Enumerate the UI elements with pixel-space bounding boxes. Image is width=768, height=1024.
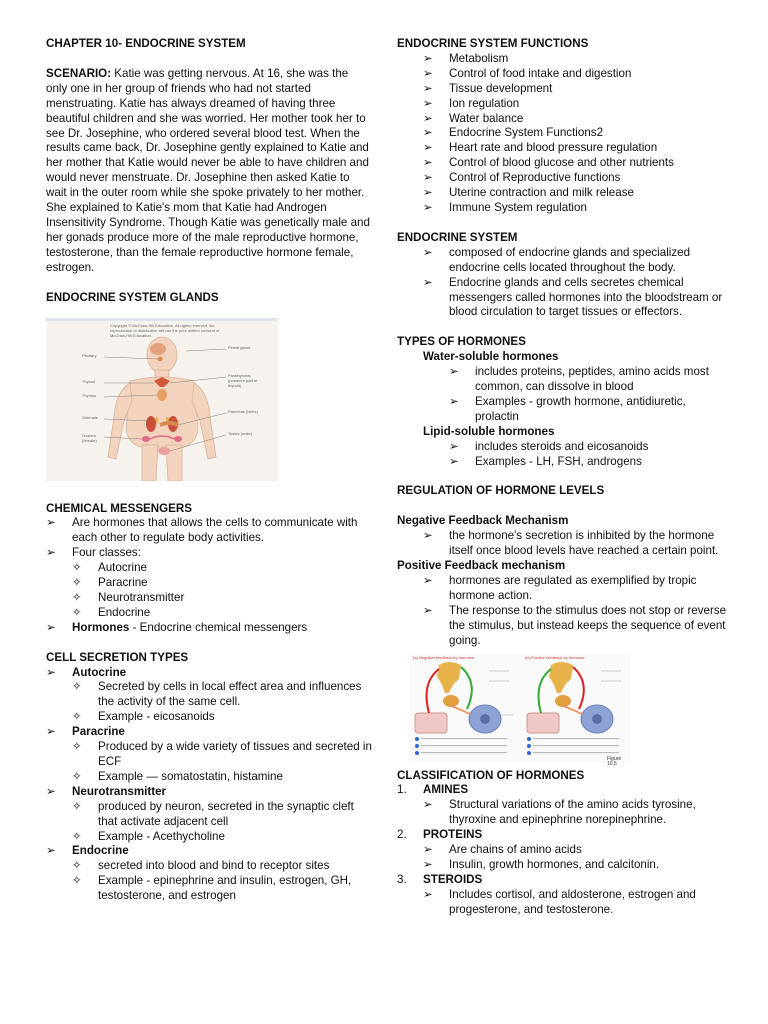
classification-item: 3. STEROIDS ➢ Includes cortisol, and aldosterone, estrogen and progesterone, and testosterone. bbox=[397, 873, 727, 918]
arrow-bullet-icon: ➢ bbox=[423, 574, 433, 587]
arrow-bullet-icon: ➢ bbox=[423, 111, 433, 125]
chemical-messengers-list bbox=[46, 516, 372, 635]
lipid-soluble-heading: Lipid-soluble hormones bbox=[423, 424, 555, 438]
secretion-details bbox=[46, 859, 372, 904]
chemical-messengers-heading: CHEMICAL MESSENGERS bbox=[46, 501, 193, 515]
positive-feedback-heading: Positive Feedback mechanism bbox=[397, 559, 566, 573]
figure-copyright: Copyright © McGraw-Hill Education. All rights reserved. No reproduction or distribution without the prior written consent of McGraw-Hill Education. bbox=[110, 322, 220, 338]
arrow-bullet-icon: ➢ bbox=[423, 186, 433, 200]
list-item: ➢ the hormone's secretion is inhibited by the hormone itself once blood levels have reached a certain point. bbox=[423, 529, 719, 558]
list-item: ✧ Produced by a wide variety of tissues and secreted in ECF bbox=[72, 740, 372, 768]
feedback-diagram bbox=[409, 653, 631, 763]
arrow-bullet-icon: ➢ bbox=[423, 156, 433, 170]
arrow-bullet-icon: ➢ bbox=[423, 81, 433, 95]
classes-list bbox=[46, 561, 372, 621]
label-ovaries: Ovaries (female) bbox=[82, 432, 97, 443]
list-item: ➢ Ion regulation bbox=[423, 96, 520, 110]
pituitary-gland bbox=[158, 356, 163, 361]
arrow-bullet-icon: ➢ bbox=[423, 96, 433, 110]
arrow-bullet-icon: ➢ bbox=[423, 857, 433, 871]
list-item: ➢ Are chains of amino acids bbox=[423, 843, 582, 857]
diamond-bullet-icon: ✧ bbox=[72, 576, 82, 590]
arrow-bullet-icon: ➢ bbox=[423, 603, 433, 617]
pancreas bbox=[160, 423, 178, 425]
label-pituitary: Pituitary bbox=[82, 352, 97, 358]
left-column bbox=[46, 37, 372, 904]
arrow-bullet-icon: ➢ bbox=[46, 546, 56, 560]
arrow-bullet-icon: ➢ bbox=[46, 516, 56, 530]
list-item: ✧ Paracrine bbox=[72, 576, 148, 590]
arrow-bullet-icon: ➢ bbox=[423, 843, 433, 857]
scenario-label: SCENARIO: bbox=[46, 66, 112, 80]
positive-feedback-panel bbox=[527, 662, 621, 755]
arrow-bullet-icon: ➢ bbox=[423, 245, 433, 259]
diamond-bullet-icon: ✧ bbox=[72, 769, 82, 783]
list-item: ✧ produced by neuron, secreted in the synaptic cleft that activate adjacent cell bbox=[72, 799, 354, 828]
list-item: ➢ Examples - growth hormone, antidiuretic, prolactin bbox=[449, 394, 686, 423]
list-item: ➢ hormones are regulated as exemplified by tropic hormone action. bbox=[423, 574, 697, 602]
list-item: ➢ Four classes: ✧ Autocrine ✧ Paracrine ✧ Neurotransmitter ✧ Endocrine bbox=[46, 546, 372, 621]
diamond-bullet-icon: ✧ bbox=[72, 590, 82, 604]
diamond-bullet-icon: ✧ bbox=[72, 799, 82, 813]
arrow-bullet-icon: ➢ bbox=[46, 725, 56, 739]
cell-secretion-heading: CELL SECRETION TYPES bbox=[46, 650, 189, 664]
arrow-bullet-icon: ➢ bbox=[449, 439, 459, 453]
list-item: ➢ Endocrine System Functions2 bbox=[423, 126, 604, 140]
list-item: ➢ The response to the stimulus does not stop or reverse the stimulus, but instead keeps the sequence of event going. bbox=[423, 603, 727, 647]
list-item: ➢ composed of endocrine glands and specialized endocrine cells located throughout the body. bbox=[423, 245, 691, 274]
list-item: ➢ Control of food intake and digestion bbox=[423, 66, 632, 80]
arrow-bullet-icon: ➢ bbox=[423, 887, 433, 901]
secretion-type: ➢ Autocrine ✧ Secreted by cells in local effect area and influences the activity of the same cell. ✧ Example - eicosanoids bbox=[46, 666, 372, 726]
list-item: ➢ Water balance bbox=[423, 111, 524, 125]
list-item: ➢ includes steroids and eicosanoids bbox=[449, 439, 649, 453]
regulation-heading: REGULATION OF HORMONE LEVELS bbox=[397, 484, 605, 498]
list-item: ✧ Secreted by cells in local effect area and influences the activity of the same cell. bbox=[72, 680, 362, 709]
negative-feedback-list bbox=[397, 529, 727, 559]
list-item: ➢ Uterine contraction and milk release bbox=[423, 186, 634, 200]
types-of-hormones-heading: TYPES OF HORMONES bbox=[397, 335, 526, 349]
arrow-bullet-icon: ➢ bbox=[423, 171, 433, 185]
classification-item: 1. AMINES ➢ Structural variations of the amino acids tyrosine, thyroxine and epinephrine norepinephrine. bbox=[397, 783, 727, 828]
secretion-type: ➢ Paracrine ✧ Produced by a wide variety of tissues and secreted in ECF ✧ Example — somatostatin, histamine bbox=[46, 725, 372, 783]
water-soluble-heading: Water-soluble hormones bbox=[423, 350, 559, 364]
list-item: ✧ Example — somatostatin, histamine bbox=[72, 769, 283, 783]
thymus-gland bbox=[157, 389, 167, 401]
classification-item: 2. PROTEINS ➢ Are chains of amino acids ➢ Insulin, growth hormones, and calcitonin. bbox=[397, 828, 727, 873]
arrow-bullet-icon: ➢ bbox=[46, 844, 56, 858]
lipid-soluble-list bbox=[397, 440, 727, 470]
label-pineal: Pineal gland bbox=[228, 344, 251, 350]
label-adrenals: Adrenals bbox=[82, 414, 98, 420]
list-item: ✧ Autocrine bbox=[72, 561, 147, 575]
diamond-bullet-icon: ✧ bbox=[72, 710, 82, 724]
scenario-text: Katie was getting nervous. At 16, she was the only one in her group of friends who had not started menstruating. Katie has always dreamed of having three beautiful children and she was worried. Her mother took her to see Dr. Josephine, who ordered several blood test. When the results came back, Dr. Josephine gently explained to Katie and her mother that Katie would never be able to have children and would never menstruate. Dr. Josephine then asked Katie to wait in the outer room while she spoke privately to her mother. bbox=[46, 66, 369, 200]
classification-details bbox=[423, 888, 727, 918]
endocrine-glands-figure bbox=[46, 318, 278, 481]
scenario-paragraph-2: She explained to Katie's mom that Katie had Androgen Insensitivity Syndrome. Though Katie was genetically male and her gonads produce more of the male reproductive hormone, testosterone, than the female reproductive hormone female, estrogen. bbox=[46, 201, 370, 274]
right-column bbox=[397, 37, 727, 918]
arrow-bullet-icon: ➢ bbox=[449, 454, 459, 468]
secretion-details bbox=[46, 680, 372, 725]
list-item: ✧ Neurotransmitter bbox=[72, 590, 185, 604]
label-pancreas: Pancreas (islets) bbox=[228, 408, 258, 414]
feedback-figure bbox=[409, 653, 631, 767]
diamond-bullet-icon: ✧ bbox=[72, 740, 82, 754]
diamond-bullet-icon: ✧ bbox=[72, 605, 82, 619]
arrow-bullet-icon: ➢ bbox=[46, 665, 56, 679]
secretion-types-list bbox=[46, 666, 372, 905]
classification-list bbox=[397, 783, 727, 917]
label-parathyroids: Parathyroids (posterior part of thyroid) bbox=[228, 372, 258, 388]
list-item: ➢ Hormones - Endocrine chemical messengers bbox=[46, 620, 308, 634]
arrow-bullet-icon: ➢ bbox=[423, 141, 433, 155]
list-item: ➢ Tissue development bbox=[423, 81, 553, 95]
diamond-bullet-icon: ✧ bbox=[72, 561, 82, 575]
list-item: ➢ Are hormones that allows the cells to communicate with each other to regulate body activities. bbox=[46, 516, 358, 545]
arrow-bullet-icon: ➢ bbox=[423, 66, 433, 80]
diamond-bullet-icon: ✧ bbox=[72, 874, 82, 888]
label-thymus: Thymus bbox=[82, 392, 97, 398]
functions-heading: ENDOCRINE SYSTEM FUNCTIONS bbox=[397, 37, 589, 50]
negative-feedback-heading: Negative Feedback Mechanism bbox=[397, 514, 569, 528]
endocrine-system-heading: ENDOCRINE SYSTEM bbox=[397, 230, 518, 244]
panel-a-label: (a) Negative feedback by hormone bbox=[413, 654, 475, 660]
list-item: ➢ Control of Reproductive functions bbox=[423, 171, 621, 185]
diamond-bullet-icon: ✧ bbox=[72, 829, 82, 843]
scenario-paragraph bbox=[46, 67, 372, 201]
arrow-bullet-icon: ➢ bbox=[46, 784, 56, 798]
list-item: ➢ Examples - LH, FSH, androgens bbox=[449, 454, 642, 468]
list-item: ✧ Example - Acethycholine bbox=[72, 829, 225, 843]
arrow-bullet-icon: ➢ bbox=[423, 126, 433, 140]
secretion-type: ➢ Endocrine ✧ secreted into blood and bind to receptor sites ✧ Example - epinephrine and insulin, estrogen, GH, testosterone, and estrogen bbox=[46, 844, 372, 904]
arrow-bullet-icon: ➢ bbox=[423, 51, 433, 65]
list-item: ➢ Immune System regulation bbox=[423, 200, 587, 214]
secretion-details bbox=[46, 800, 372, 845]
arrow-bullet-icon: ➢ bbox=[423, 798, 433, 812]
functions-list bbox=[397, 52, 727, 216]
ovary bbox=[142, 436, 150, 442]
classification-details bbox=[423, 843, 727, 873]
arrow-bullet-icon: ➢ bbox=[423, 275, 433, 289]
label-testes: Testes (male) bbox=[228, 430, 253, 436]
endocrine-system-list bbox=[397, 246, 727, 321]
testes bbox=[158, 447, 170, 455]
label-thyroid: Thyroid bbox=[82, 378, 96, 384]
list-item: ➢ Insulin, growth hormones, and calcitonin. bbox=[423, 857, 660, 871]
arrow-bullet-icon: ➢ bbox=[449, 394, 459, 408]
diamond-bullet-icon: ✧ bbox=[72, 859, 82, 873]
glands-heading: ENDOCRINE SYSTEM GLANDS bbox=[46, 290, 219, 304]
classification-heading: CLASSIFICATION OF HORMONES bbox=[397, 768, 585, 782]
negative-feedback-panel bbox=[415, 662, 513, 755]
list-item: ➢ Heart rate and blood pressure regulation bbox=[423, 141, 658, 155]
list-item: ➢ Control of blood glucose and other nutrients bbox=[423, 156, 674, 170]
list-item: ✧ secreted into blood and bind to receptor sites bbox=[72, 859, 330, 873]
water-soluble-list bbox=[397, 365, 727, 425]
diamond-bullet-icon: ✧ bbox=[72, 680, 82, 694]
list-item: ✧ Endocrine bbox=[72, 605, 151, 619]
list-item: ✧ Example - epinephrine and insulin, estrogen, GH, testosterone, and estrogen bbox=[72, 874, 352, 903]
chapter-title: CHAPTER 10- ENDOCRINE SYSTEM bbox=[46, 37, 246, 50]
list-item: ➢ Includes cortisol, and aldosterone, estrogen and progesterone, and testosterone. bbox=[423, 887, 696, 916]
positive-feedback-list bbox=[397, 574, 727, 649]
panel-b-label: (b) Positive feedback by hormone bbox=[525, 654, 585, 660]
arrow-bullet-icon: ➢ bbox=[46, 620, 56, 634]
list-item: ✧ Example - eicosanoids bbox=[72, 710, 215, 724]
secretion-type: ➢ Neurotransmitter ✧ produced by neuron, secreted in the synaptic cleft that activate adjacent cell ✧ Example - Acethycholine bbox=[46, 785, 372, 845]
list-item: ➢ Endocrine glands and cells secretes chemical messengers called hormones into the bloodstream or blood circulation to target tissues or effectors. bbox=[423, 275, 723, 319]
arrow-bullet-icon: ➢ bbox=[449, 365, 459, 379]
arrow-bullet-icon: ➢ bbox=[423, 529, 433, 543]
list-item: ➢ Metabolism bbox=[423, 51, 509, 65]
arrow-bullet-icon: ➢ bbox=[423, 200, 433, 214]
list-item: ➢ Structural variations of the amino acids tyrosine, thyroxine and epinephrine norepinephrine. bbox=[423, 798, 696, 827]
figure-label: Figure 10.5 bbox=[607, 755, 622, 767]
list-item: ➢ includes proteins, peptides, amino acids most common, can dissolve in blood bbox=[449, 365, 709, 394]
classification-details bbox=[423, 798, 727, 828]
secretion-details bbox=[46, 740, 372, 785]
